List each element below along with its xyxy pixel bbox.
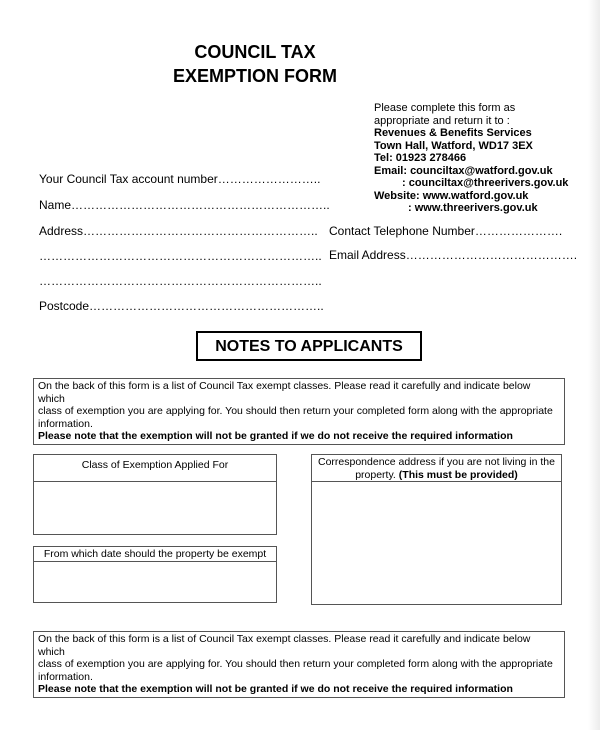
correspondence-line-1: Correspondence address if you are not living in the	[318, 456, 555, 468]
name-field[interactable]: Name………………………………………………………..	[39, 198, 330, 212]
return-org: Revenues & Benefits Services	[374, 127, 532, 139]
email-field[interactable]: Email Address…………………………………….	[329, 248, 578, 262]
form-title	[150, 40, 360, 88]
postcode-field[interactable]: Postcode…………………………………………………..	[39, 299, 324, 313]
class-of-exemption-label: Class of Exemption Applied For	[33, 454, 277, 482]
return-tel: Tel: 01923 278466	[374, 152, 467, 164]
telephone-field[interactable]: Contact Telephone Number………………….	[329, 224, 563, 238]
notes-box-bottom	[33, 631, 565, 698]
return-address-block	[374, 102, 568, 215]
address-field[interactable]: Address…………………………………………………..	[39, 224, 318, 238]
notes-text-1: On the back of this form is a list of Council Tax exempt classes. Please read it carefully and indicate below which	[38, 380, 531, 405]
notes-text-1-repeat: On the back of this form is a list of Council Tax exempt classes. Please read it carefully and indicate below which	[38, 633, 531, 658]
correspondence-address-input[interactable]	[311, 481, 562, 605]
address-line-3-field[interactable]: ……………………………………………………………..	[39, 274, 322, 288]
correspondence-address-label	[311, 454, 562, 482]
correspondence-property: property.	[355, 469, 396, 481]
title-line-2: EXEMPTION FORM	[172, 66, 337, 86]
return-website-2: : www.threerivers.gov.uk	[408, 202, 538, 214]
return-intro-2: appropriate and return it to :	[374, 114, 510, 127]
exempt-date-input[interactable]	[33, 561, 277, 603]
notes-warning: Please note that the exemption will not be granted if we do not receive the required information	[38, 430, 513, 442]
return-intro-1: Please complete this form as	[374, 102, 516, 114]
title-line-1: COUNCIL TAX	[194, 42, 316, 62]
notes-text-3: information.	[38, 417, 93, 430]
return-email-2: : counciltax@threerivers.gov.uk	[402, 177, 569, 189]
address-line-2-field[interactable]: ……………………………………………………………..	[39, 249, 322, 263]
exempt-date-label: From which date should the property be exempt	[33, 546, 277, 562]
notes-text-2-repeat: class of exemption you are applying for. You should then return your completed form along with the appropriate	[38, 658, 553, 670]
notes-box-top	[33, 378, 565, 445]
return-address: Town Hall, Watford, WD17 3EX	[374, 139, 533, 152]
notes-text-2: class of exemption you are applying for. You should then return your completed form along with the appropriate	[38, 405, 553, 417]
return-website-1: Website: www.watford.gov.uk	[374, 189, 529, 202]
notes-heading: NOTES TO APPLICANTS	[196, 331, 422, 361]
notes-warning-repeat: Please note that the exemption will not be granted if we do not receive the required information	[38, 683, 513, 695]
notes-text-3-repeat: information.	[38, 670, 93, 683]
account-number-field[interactable]: Your Council Tax account number……………………..	[39, 172, 321, 186]
class-of-exemption-input[interactable]	[33, 481, 277, 535]
correspondence-required: (This must be provided)	[398, 469, 518, 481]
return-email-1: Email: counciltax@watford.gov.uk	[374, 164, 553, 177]
page-edge	[588, 0, 600, 730]
